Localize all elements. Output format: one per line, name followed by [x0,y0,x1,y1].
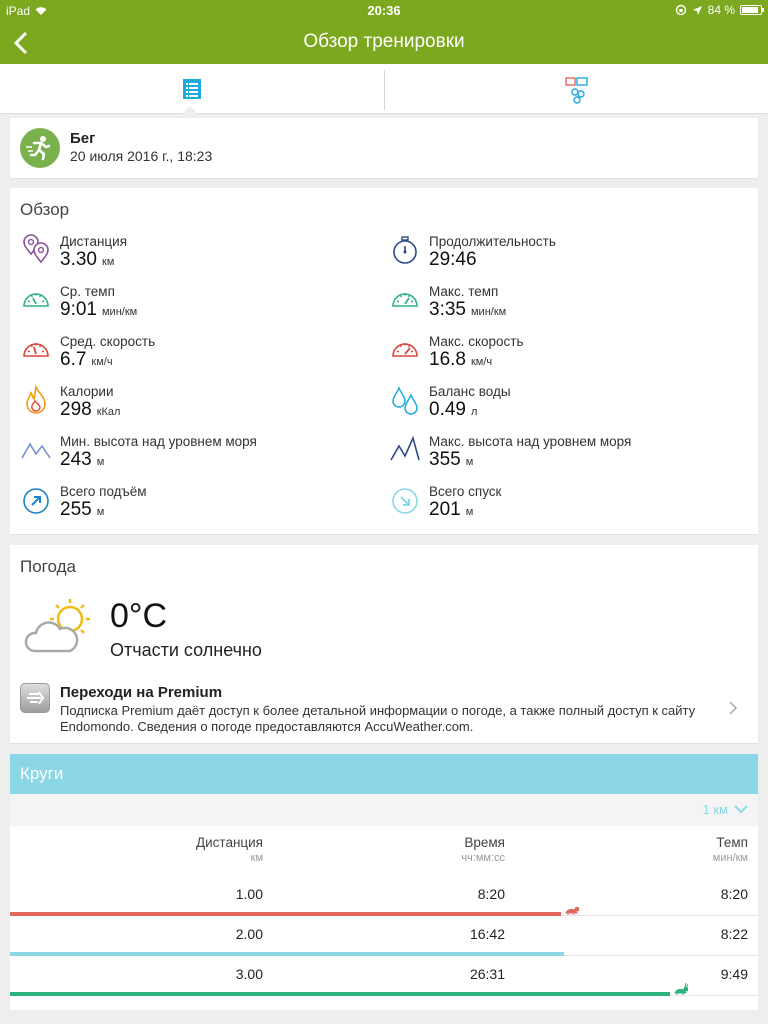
stat-label: Продолжительность [429,234,556,249]
stat-label: Макс. высота над уровнем моря [429,434,632,449]
running-icon [20,128,60,168]
lap-pace-bar [10,992,670,996]
weather-condition: Отчасти солнечно [110,640,262,660]
descent-icon [389,484,421,516]
stat-value: 298 кКал [60,399,121,420]
stat-calories [20,384,380,430]
lap-time: 16:42 [469,926,505,942]
chevron-right-icon [728,701,738,715]
tab-bar [0,64,768,114]
stat-avg-speed [20,334,380,380]
stat-max-pace [389,284,749,330]
stat-label: Всего подъём [60,484,147,499]
lap-unit-bar [10,794,758,826]
status-bar [0,0,768,22]
stat-value: 355 м [429,449,474,470]
device-name: iPad [6,4,31,18]
stat-value: 3:35 мин/км [429,299,507,320]
stat-label: Мин. высота над уровнем моря [60,434,257,449]
location-arrow-icon [692,5,703,16]
chevron-down-icon [734,805,748,814]
battery-icon [740,5,762,15]
stat-value: 16.8 км/ч [429,349,493,370]
turtle-icon [565,903,579,915]
lap-unit-label: 1 км [702,802,728,817]
stat-avg-pace [20,284,380,330]
stat-label: Калории [60,384,114,399]
section-title: Погода [20,557,76,576]
tab-social[interactable] [384,70,768,110]
lap-row [10,956,758,996]
stopwatch-icon [389,234,421,266]
speedometer-icon [20,334,52,366]
stat-value: 6.7 км/ч [60,349,113,370]
stat-label: Баланс воды [429,384,511,399]
tab-indicator [182,106,198,114]
stat-distance [20,234,380,280]
mountain-icon [389,434,421,466]
flame-icon [20,384,52,416]
stat-min-altitude [20,434,380,480]
laps-header [10,754,758,794]
section-title: Круги [20,764,64,783]
ascent-icon [20,484,52,516]
gauge-icon [389,284,421,316]
stat-label: Ср. темп [60,284,115,299]
section-title: Обзор [20,200,70,219]
lap-distance: 3.00 [235,966,263,982]
stat-label: Сред. скорость [60,334,156,349]
stat-value: 243 м [60,449,105,470]
stat-label: Всего спуск [429,484,502,499]
stat-label: Дистанция [60,234,128,249]
lap-time: 26:31 [469,966,505,982]
stat-max-speed [389,334,749,380]
stat-water-balance [389,384,749,430]
lock-rotation-icon [675,4,687,16]
lap-pace: 9:49 [720,966,748,982]
premium-icon [20,683,50,713]
lap-distance: 2.00 [235,926,263,942]
stat-value: 255 м [60,499,105,520]
laps-card [10,754,758,1010]
temperature: 0°C [110,597,168,635]
partly-sunny-icon [20,595,100,659]
overview-card [10,188,758,535]
location-pins-icon [20,234,52,266]
premium-description: Подписка Premium даёт доступ к более детальной информации о погоде, а также полный доступ к сайту Endomondo. Сведения о погоде предоставляются AccuWeather.com. [60,703,696,734]
stat-value: 201 м [429,499,474,520]
stat-total-ascent [20,484,380,530]
water-drops-icon [389,384,421,416]
stat-total-descent [389,484,749,530]
hare-icon [674,983,688,995]
stat-value: 3.30 км [60,249,115,270]
weather-card [10,545,758,744]
lap-pace: 8:20 [720,886,748,902]
premium-promo[interactable] [20,683,748,738]
battery-percent: 84 % [707,3,735,17]
stat-duration [389,234,749,280]
premium-title: Переходи на Premium [60,684,223,701]
stat-value: 9:01 мин/км [60,299,138,320]
gauge-icon [20,284,52,316]
stat-label: Макс. скорость [429,334,524,349]
stat-max-altitude [389,434,749,480]
workout-date: 20 июля 2016 г., 18:23 [70,148,213,164]
speedometer-icon [389,334,421,366]
mountain-icon [20,434,52,466]
stat-value: 29:46 [429,249,477,270]
sport-name: Бег [70,130,96,147]
status-time: 20:36 [367,3,401,18]
column-pace: Темп мин/км [712,835,748,864]
column-time: Время чч:мм:сс [461,835,505,864]
lap-pace: 8:22 [720,926,748,942]
list-icon [182,78,202,100]
nav-bar [0,22,768,64]
lap-unit-selector[interactable] [703,802,748,817]
column-distance: Дистанция км [195,835,263,864]
workout-header-card [10,118,758,179]
comments-icon [565,76,589,104]
lap-row [10,876,758,916]
stat-label: Макс. темп [429,284,499,299]
page-title: Обзор тренировки [303,31,465,52]
stat-value: 0.49 л [429,399,478,420]
lap-row [10,916,758,956]
lap-time: 8:20 [477,886,505,902]
lap-distance: 1.00 [235,886,263,902]
